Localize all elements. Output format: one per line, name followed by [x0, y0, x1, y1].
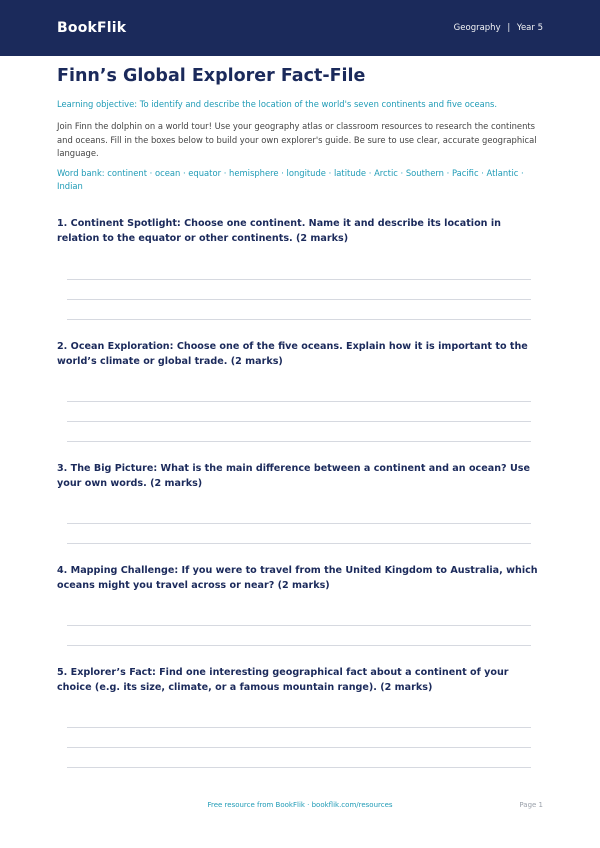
question-4: 4. Mapping Challenge: If you were to travel from the United Kingdom to Australia, which oceans might you travel across or near? (2 marks) [57, 565, 538, 591]
answer-line[interactable] [67, 421, 531, 422]
answer-line[interactable] [67, 401, 531, 402]
answer-line[interactable] [67, 523, 531, 524]
question-2: 2. Ocean Exploration: Choose one of the five oceans. Explain how it is important to the world’s climate or global trade. (2 marks) [57, 341, 528, 367]
footer-link[interactable]: Free resource from BookFlik · bookflik.com/resources [207, 801, 393, 809]
learning-objective: Learning objective: To identify and describe the location of the world's seven continents and five oceans. [57, 99, 498, 109]
answer-line[interactable] [67, 625, 531, 626]
intro-section [57, 64, 543, 194]
year-label: Year 5 [516, 23, 543, 33]
answer-line[interactable] [67, 767, 531, 768]
question-5: 5. Explorer’s Fact: Find one interesting geographical fact about a continent of your choice (e.g. its size, climate, or a famous mountain range). (2 marks) [57, 667, 509, 693]
brand-logo: BookFlik [57, 20, 127, 36]
subject-year [454, 23, 543, 33]
answer-line[interactable] [67, 645, 531, 646]
page-number: Page 1 [519, 801, 543, 809]
question-1: 1. Continent Spotlight: Choose one continent. Name it and describe its location in relation to the equator or other continents. (2 marks) [57, 218, 501, 244]
subject-label: Geography [453, 23, 501, 33]
answer-line[interactable] [67, 299, 531, 300]
answer-line[interactable] [67, 727, 531, 728]
answer-line[interactable] [67, 441, 531, 442]
page-title: Finn’s Global Explorer Fact-File [57, 66, 366, 86]
meta-separator: | [507, 23, 511, 33]
intro-text: Join Finn the dolphin on a world tour! Use your geography atlas or classroom resources to research the continents and oceans. Fill in the boxes below to build your own explorer's guide. Be sure to use clear, accurate geographical language. [57, 121, 537, 158]
answer-line[interactable] [67, 747, 531, 748]
question-3: 3. The Big Picture: What is the main difference between a continent and an ocean? Use your own words. (2 marks) [57, 463, 530, 489]
page-header [0, 0, 600, 56]
word-bank: Word bank: continent · ocean · equator · hemisphere · longitude · latitude · Arctic · Southern · Pacific · Atlantic · Indian [57, 167, 524, 191]
answer-line[interactable] [67, 279, 531, 280]
answer-line[interactable] [67, 543, 531, 544]
answer-line[interactable] [67, 319, 531, 320]
